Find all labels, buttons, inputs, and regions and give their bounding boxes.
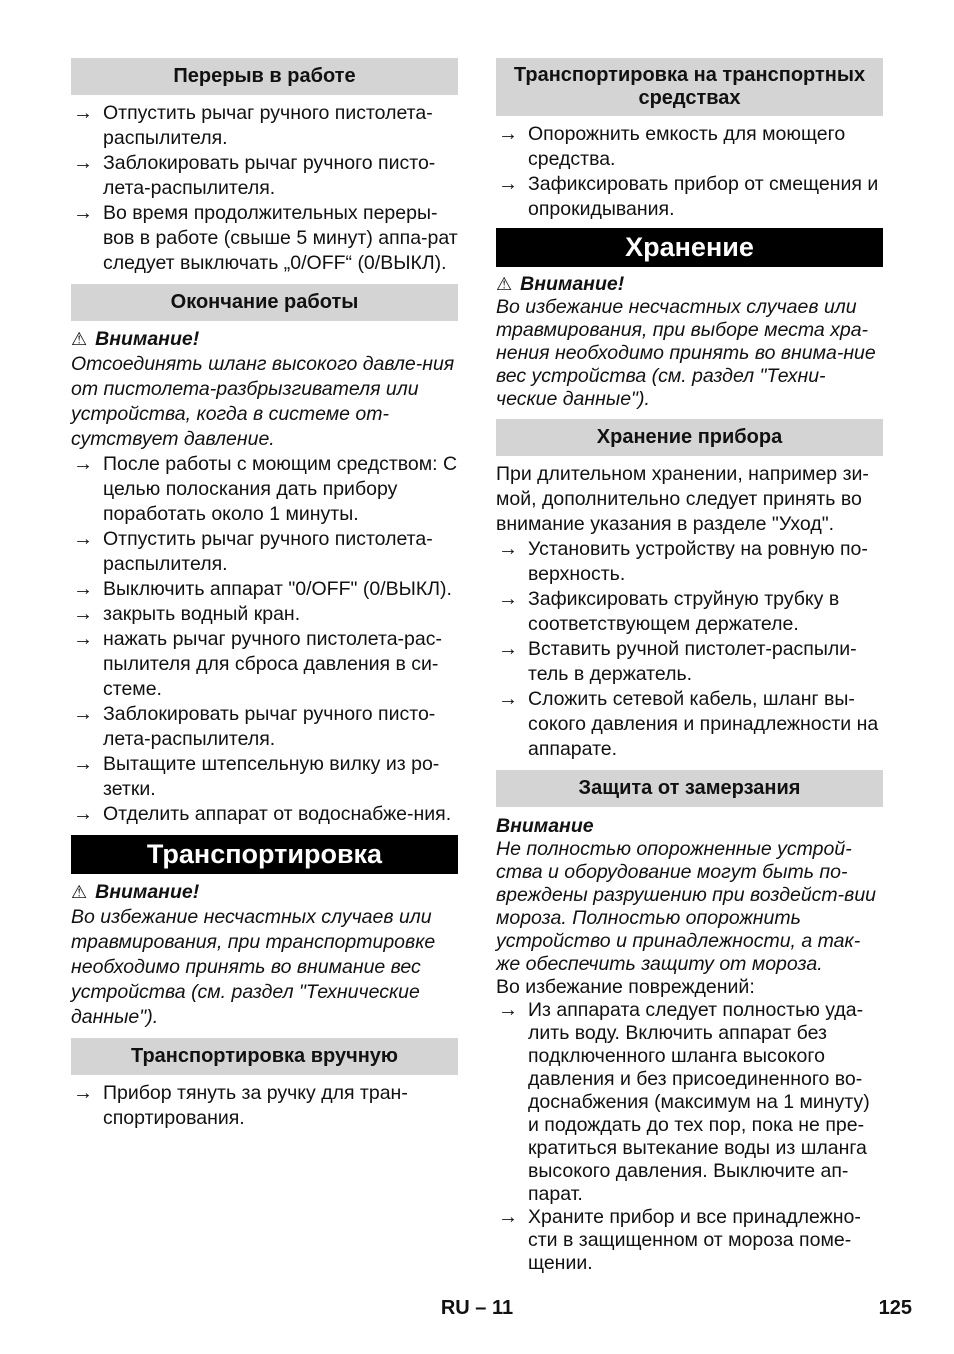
transport-warning [71, 880, 458, 1030]
warning-label: Внимание! [95, 881, 200, 903]
left-column [71, 58, 458, 1131]
warning-label: Внимание! [95, 328, 200, 350]
list-item [71, 702, 458, 752]
list-item [496, 637, 883, 687]
right-column [496, 58, 883, 1275]
arrow-icon: → [498, 1206, 518, 1228]
end-of-work-heading: Окончание работы [71, 284, 458, 321]
warning-label: Внимание [496, 815, 594, 837]
list-item-text: Вытащите штепсельную вилку из ро-зетки. [103, 753, 440, 800]
warning-icon: ⚠ [71, 329, 88, 349]
list-item [496, 122, 883, 172]
list-item [496, 687, 883, 762]
list-item [496, 999, 883, 1206]
storage-warning [496, 273, 883, 411]
list-item-text: Отпустить рычаг ручного пистолета-распылителя. [103, 528, 433, 575]
list-item-text: Вставить ручной пистолет-распыли-тель в держатель. [528, 638, 857, 685]
arrow-icon: → [73, 102, 93, 124]
list-item [496, 587, 883, 637]
list-item [496, 1206, 883, 1275]
list-item [71, 527, 458, 577]
arrow-icon: → [498, 538, 518, 560]
arrow-icon: → [498, 688, 518, 710]
list-item [71, 151, 458, 201]
arrow-icon: → [73, 1082, 93, 1104]
list-item [71, 627, 458, 702]
list-item [71, 577, 458, 602]
list-item-text: Опорожнить емкость для моющего средства. [528, 123, 846, 170]
vehicle-transport-heading: Транспортировка на транспортных средствах [496, 58, 883, 116]
list-item [71, 452, 458, 527]
arrow-icon: → [73, 152, 93, 174]
list-item-text: Заблокировать рычаг ручного писто-лета-распылителя. [103, 703, 436, 750]
warning-label: Внимание! [520, 273, 625, 295]
arrow-icon: → [73, 703, 93, 725]
frost-warning [496, 815, 883, 976]
arrow-icon: → [498, 123, 518, 145]
warning-text: Не полностью опорожненные устрой-ства и оборудование могут быть по-вреждены разрушению при воздейст-вии мороза. Полностью опорожнить устройство и принадлежности, а так-же обеспечить защиту от мороза. [496, 838, 877, 975]
list-item [496, 537, 883, 587]
end-warning [71, 327, 458, 452]
list-item-text: Отпустить рычаг ручного пистолета-распылителя. [103, 102, 433, 149]
list-item-text: Отделить аппарат от водоснабже-ния. [103, 803, 452, 825]
warning-text: Отсоединять шланг высокого давле-ния от пистолета-разбрызгивателя или устройства, когда в системе от-сутствует давление. [71, 353, 455, 450]
break-heading: Перерыв в работе [71, 58, 458, 95]
frost-heading: Защита от замерзания [496, 770, 883, 807]
device-storage-heading: Хранение прибора [496, 419, 883, 456]
arrow-icon: → [73, 628, 93, 650]
section-label: RU – 11 [440, 1297, 514, 1319]
list-item-text: нажать рычаг ручного пистолета-рас-пылителя для сброса давления в си-стеме. [103, 628, 442, 700]
list-item [71, 101, 458, 151]
list-item-text: Прибор тянуть за ручку для тран-спортирования. [103, 1082, 408, 1129]
arrow-icon: → [73, 528, 93, 550]
list-item [71, 802, 458, 827]
list-item-text: Установить устройству на ровную по-верхность. [528, 538, 868, 585]
warning-text: Во избежание несчастных случаев или травмирования, при транспортировке необходимо принять во внимание вес устройства (см. раздел "Технические данные"). [71, 906, 436, 1028]
list-item-text: Из аппарата следует полностью уда-лить воду. Включить аппарат без подключенного шланга высокого давления и без присоединенного во-доснабжения (максимум на 1 минуту) и подождать до тех пор, пока не пре-кратиться вытекание воды из шланга высокого давления. Выключите ап-парат. [528, 999, 870, 1205]
list-item-text: закрыть водный кран. [103, 603, 301, 625]
list-item-text: Зафиксировать прибор от смещения и опрокидывания. [528, 173, 879, 220]
warning-icon: ⚠ [71, 882, 88, 902]
list-item [496, 172, 883, 222]
frost-intro: Во избежание повреждений: [496, 976, 755, 998]
device-storage-list [496, 537, 883, 762]
arrow-icon: → [498, 999, 518, 1021]
arrow-icon: → [73, 603, 93, 625]
list-item [71, 201, 458, 276]
storage-heading: Хранение [496, 228, 883, 267]
page-number: 125 [878, 1297, 912, 1319]
list-item [71, 752, 458, 802]
arrow-icon: → [73, 202, 93, 224]
arrow-icon: → [73, 803, 93, 825]
list-item-text: Зафиксировать струйную трубку в соответствующем держателе. [528, 588, 840, 635]
list-item-text: Выключить аппарат "0/OFF" (0/ВЫКЛ). [103, 578, 452, 600]
vehicle-list [496, 122, 883, 222]
manual-list [71, 1081, 458, 1131]
list-item-text: Во время продолжительных переры-вов в работе (свыше 5 минут) аппа-рат следует выключать „0/OFF“ (0/ВЫКЛ). [103, 202, 458, 274]
arrow-icon: → [73, 453, 93, 475]
list-item-text: Заблокировать рычаг ручного писто-лета-распылителя. [103, 152, 436, 199]
arrow-icon: → [498, 173, 518, 195]
frost-list [496, 999, 883, 1275]
end-list [71, 452, 458, 827]
list-item [71, 602, 458, 627]
arrow-icon: → [73, 753, 93, 775]
list-item-text: После работы с моющим средством: С целью полоскания дать прибору поработать около 1 минуты. [103, 453, 458, 525]
list-item-text: Сложить сетевой кабель, шланг вы-сокого давления и принадлежности на аппарате. [528, 688, 879, 760]
warning-icon: ⚠ [496, 274, 513, 294]
arrow-icon: → [498, 588, 518, 610]
list-item [71, 1081, 458, 1131]
manual-transport-heading: Транспортировка вручную [71, 1038, 458, 1075]
device-storage-text: При длительном хранении, например зи-мой, дополнительно следует принять во внимание указания в разделе "Уход". [496, 463, 869, 535]
list-item-text: Храните прибор и все принадлежно-сти в защищенном от мороза поме-щении. [528, 1206, 861, 1274]
transport-heading: Транспортировка [71, 835, 458, 874]
arrow-icon: → [73, 578, 93, 600]
break-list [71, 101, 458, 276]
warning-text: Во избежание несчастных случаев или травмирования, при выборе места хра-нения необходимо принять во внима-ние вес устройства (см. раздел "Техни-ческие данные"). [496, 296, 876, 410]
arrow-icon: → [498, 638, 518, 660]
